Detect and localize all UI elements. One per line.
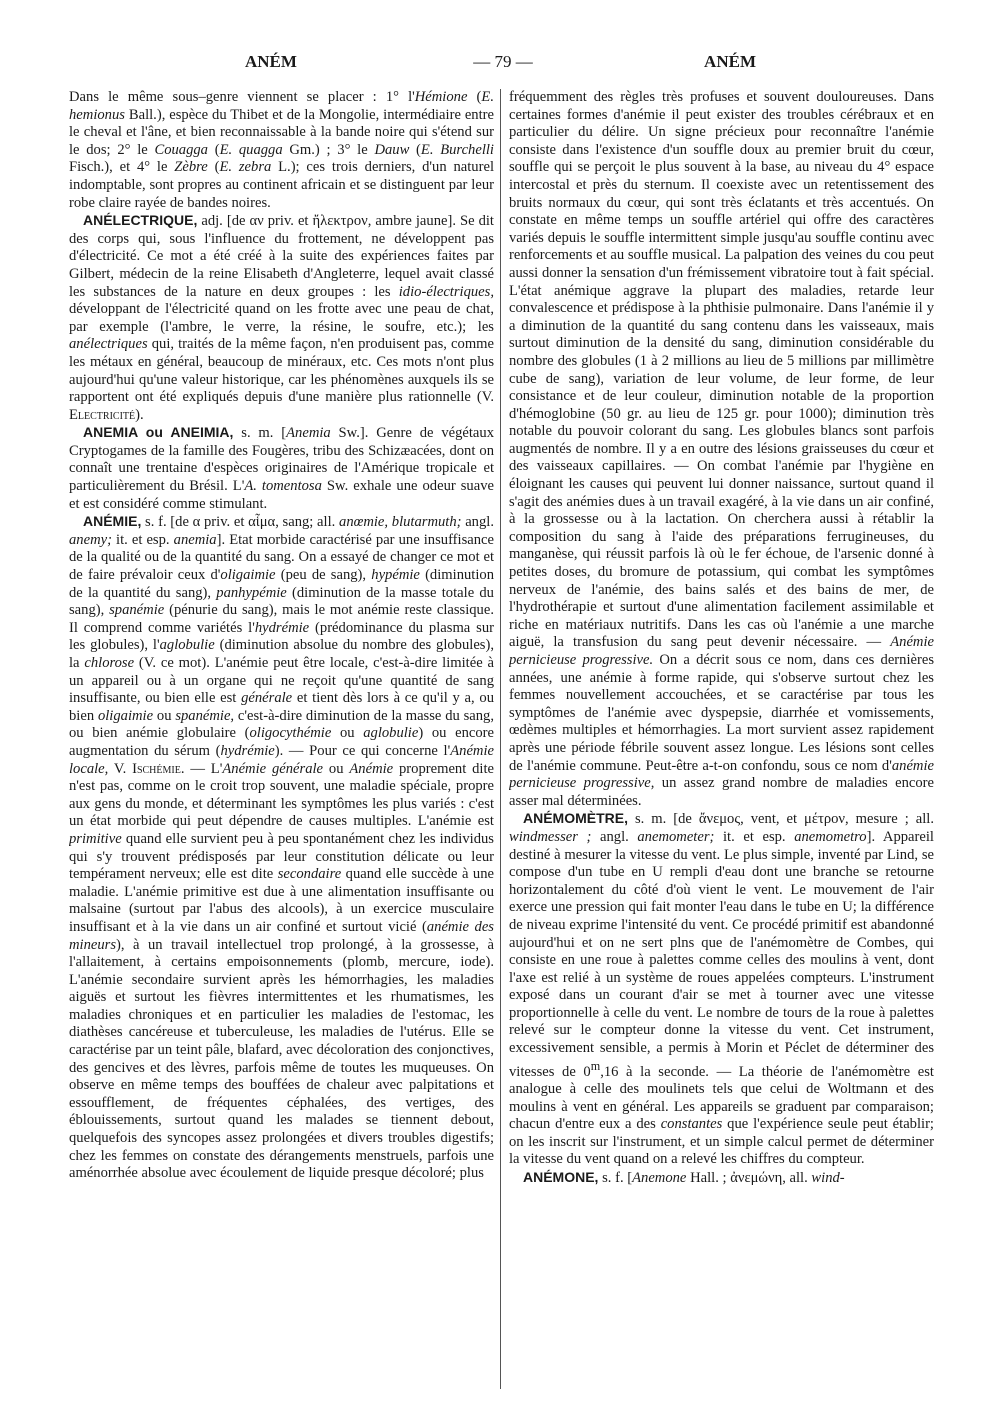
headword: ANÉLECTRIQUE, xyxy=(83,212,198,229)
page-header xyxy=(70,52,936,82)
entry-anemia: ANEMIA ou ANEIMIA, s. m. [Anemia Sw.]. Genre de végétaux Cryptogames de la famille des Fougères, tribu des Schizæacées, dont on connaît une trentaine d'espèces originaires de l'Amérique tropicale et particulièrement du Brésil. L'A. tomentosa Sw. exhale une odeur suave et est considéré comme stimulant. xyxy=(69,424,494,512)
headword: ANÉMOMÈTRE, xyxy=(523,810,628,827)
running-head-right: ANÉM xyxy=(704,52,756,71)
paragraph-equus-species: Dans le même sous–genre viennent se placer : 1° l'Hémione (E. hemionus Ball.), espèce du Thibet et de la Mongolie, intermédiaire entre le cheval et l'âne, et bien reconnaissable à la bande noire qui s'étend sur le dos; 2° le Couagga (E. quagga Gm.) ; 3° le Dauw (E. Burchelli Fisch.), et 4° le Zèbre (E. zebra L.); ces trois derniers, d'un naturel indomptable, sont propres au continent africain et se distinguent par leur robe claire rayée de bandes noires. xyxy=(69,89,494,211)
entry-anelectrique: ANÉLECTRIQUE, adj. [de αν priv. et ἤλεκτρον, ambre jaune]. Se dit des corps qui, sous l'influence du frottement, ne développent pas d'électricité. Ce mot a été créé à la suite des expériences faites par Gilbert, médecin de la reine Elisabeth d'Angleterre, lequel avait classé les substances de la nature en deux groupes : les idio-électriques, développant de l'électricité quand on les frotte avec une peau de chat, par exemple (l'ambre, le verre, la résine, le soufre, etc.); les anélectriques qui, traités de la même façon, n'en produisent pas, comme les métaux en général, beaucoup de minéraux, etc. Ces mots n'ont plus aujourd'hui qu'une valeur historique, car les phénomènes auxquels ils se rapportent ont été expliqués depuis d'une manière plus rationnelle (V. Electricité). xyxy=(69,212,494,423)
left-column xyxy=(69,89,494,1399)
headword: ANÉMIE, xyxy=(83,513,142,530)
running-head-left: ANÉM xyxy=(245,52,297,71)
entry-anemie: ANÉMIE, s. f. [de α priv. et αἷμα, sang; all. anœmie, blutarmuth; angl. anemy; it. et esp. anemia]. Etat morbide caractérisé par une insuffisance de la qualité ou de la quantité du sang. On a essayé de changer ce mot et de faire prévaloir ceux d'oligaimie (peu de sang), hypémie (diminution de la quantité du sang), panhypémie (diminution de la masse totale du sang), spanémie (pénurie du sang), mais le mot anémie reste classique. Il comprend comme variétés l'hydrémie (prédominance du plasma sur les globules), l'aglobulie (diminution absolue du nombre des globules), la chlorose (V. ce mot). L'anémie peut être locale, c'est-à-dire limitée à un appareil ou à un organe qui ne reçoit qu'une quantité de sang insuffisante, ou bien elle est générale et tient dès lors à ce qu'il y a, ou bien oligaimie ou spanémie, c'est-à-dire diminution de la masse du sang, ou bien anémie globulaire (oligocythémie ou aglobulie) ou encore augmentation du sérum (hydrémie). — Pour ce qui concerne l'Anémie locale, V. Ischémie. — L'Anémie générale ou Anémie proprement dite n'est pas, comme on le croit trop souvent, une maladie spéciale, propre aux gens du monde, et déterminant les symptômes les plus variés : c'est un état morbide qui peut dépendre de causes multiples. L'anémie est primitive quand elle survient peu à peu spontanément chez les individus qui s'y trouvent prédisposés par leur constitution délicate ou leur tempérament nerveux; elle est dite secondaire quand elle succède à une maladie. L'anémie primitive est due à une alimentation insuffisante ou malsaine (surtout par l'abus des alcools), à un exercice musculaire insuffisant et à la vie dans un air confiné et surtout vicié (anémie des mineurs), à un travail intellectuel trop prolongé, à la grossesse, à l'allaitement, à certains empoisonnements (plomb, mercure, iode). L'anémie secondaire survient après les hémorrhagies, les maladies aiguës et surtout les fièvres intermittentes et les rhumatismes, les maladies chroniques et en particulier les maladies de l'estomac, les diathèses cancéreuse et tuberculeuse, les maladies de l'utérus. Elle se caractérise par un teint pâle, blafard, avec décoloration des conjonctives, des gencives et des lèvres, parfois même de toutes les muqueuses. On observe en même temps des bouffées de chaleur avec palpitations et essoufflement, de fréquentes céphalées, des vertiges, des éblouissements, surtout quand les malades se tiennent debout, quelquefois des syncopes assez prolongées et divers troubles digestifs; chez les femmes on constate des dérangements menstruels, parfois une aménorrhée absolue avec écoulement de liquide presque décoloré; plus xyxy=(69,513,494,1182)
right-column xyxy=(509,89,934,1399)
paragraph-anemie-continued: fréquemment des règles très profuses et souvent douloureuses. Dans certaines formes d'anémie il peut exister des troubles cérébraux et en particulier du délire. Un signe précieux pour reconnaître l'anémie consiste dans l'existence d'un souffle doux au premier bruit du cœur, souffle qui se perçoit le plus souvent à la base, au niveau du 4° espace intercostal et près du sternum. Il coexiste avec un retentissement des bruits normaux du cœur, qui sont très éclatants et très accentués. On constate en même temps un souffle artériel qui offre des caractères variés depuis le souffle intermittent simple jusqu'au souffle continu avec renforcements et au souffle musical. La palpation des veines du cou peut aussi donner la sensation d'un frémissement vibratoire tout à fait spécial. L'état anémique aggrave la plupart des maladies, retarde leur convalescence et prédispose à la phthisie pulmonaire. Dans l'anémie il y a diminution de la quantité du sang contenu dans les vaisseaux, mais surtout diminution de la densité du sang, diminution considérable du nombre des globules (1 à 2 millions au lieu de 5 millions par millimètre cube de sang), variation de leur volume, de leur forme, de leur consistance et de leur couleur, diminution notable de la proportion d'hémoglobine (50 gr. au lieu de 125 gr. pour 1000); diminution très notable du pouvoir colorant du sang. Les globules blancs sont parfois augmentés de nombre. Il y a en outre des lésions graisseuses du cœur et des vaisseaux capillaires. — On combat l'anémie par l'hygiène en éloignant les causes qui peuvent lui donner naissance, surtout quand il s'agit des anémies dues à un travail exagéré, à la vie dans un air confiné, à la grossesse ou à la lactation. On cherchera aussi à rétablir la composition du sang à l'aide des préparations ferrugineuses, du manganèse, qui réussit parfois là où le fer échoue, de l'arsenic donné à petites doses, du bromure de potassium, qui combat les symptômes nerveux de l'anémie, des bains salés et des bains de mer, de l'hydrothérapie et surtout d'une alimentation facilement assimilable et riche en matériaux nutritifs. Dans les cas où l'anémie a une marche aiguë, la transfusion du sang peut devenir nécessaire. — Anémie pernicieuse progressive. On a décrit sous ce nom, dans ces dernières années, une anémie à forme rapide, qui s'observe surtout chez les femmes nouvellement accouchées, et se caractérise par tous les symptômes de l'anémie avec dyspepsie, diarrhée et vomissements, œdèmes multiples et hémorrhagies. La mort survient assez rapidement après une période fébrile souvent assez longue. Les lésions sont celles de l'anémie commune. Peut-être a-t-on confondu, sous ce nom d'anémie pernicieuse progressive, un assez grand nombre de maladies encore asser mal déterminées. xyxy=(509,89,934,809)
headword: ANEMIA ou ANEIMIA, xyxy=(83,424,234,441)
column-divider xyxy=(500,89,501,1389)
headword: ANÉMONE, xyxy=(523,1169,599,1186)
page-number: — 79 — xyxy=(473,52,533,71)
entry-anemone: ANÉMONE, s. f. [Anemone Hall. ; ἀνεμώνη, all. wind- xyxy=(523,1169,845,1187)
entry-anemometre: ANÉMOMÈTRE, s. m. [de ἄνεμος, vent, et μέτρον, mesure ; all. windmesser ; angl. anemometer; it. et esp. anemometro]. Appareil destiné à mesurer la vitesse du vent. Le plus simple, inventé par Lind, se compose d'un tube en U rempli d'eau dont une branche se retourne horizontalement du côté d'où vient le vent. Le mouvement de l'air exerce une pression qui fait monter l'eau dans le tube en U; la différence de niveau exprime l'intensité du vent. Ce procédé primitif est abandonné aujourd'hui et on ne sert plns que de l'anémomètre de Combes, qui consiste en une roue à palettes comme celles des moulins à vent, dont l'axe est relié à un système de roues appelées compteurs. L'instrument exposé dans un courant d'air se met à tourner avec une vitesse proportionnelle à celle du vent. Le nombre de tours de la roue à palettes relevé sur le compteur donne la vitesse du vent. Cet instrument, excessivement sensible, a permis à Morin et Péclet de déterminer des vitesses de 0$^m$,16 à la seconde. — La théorie de l'anémomètre est analogue à celle des moulinets tels que celui de Woltmann et des moulins à vent en général. Les appareils se graduent par comparaison; chacun d'entre eux a des constantes que l'expérience seule peut établir; on les inscrit sur l'instrument, et un simple calcul permet de déterminer la vitesse du vent quand on a relevé les chiffres du compteur. xyxy=(509,810,934,1168)
